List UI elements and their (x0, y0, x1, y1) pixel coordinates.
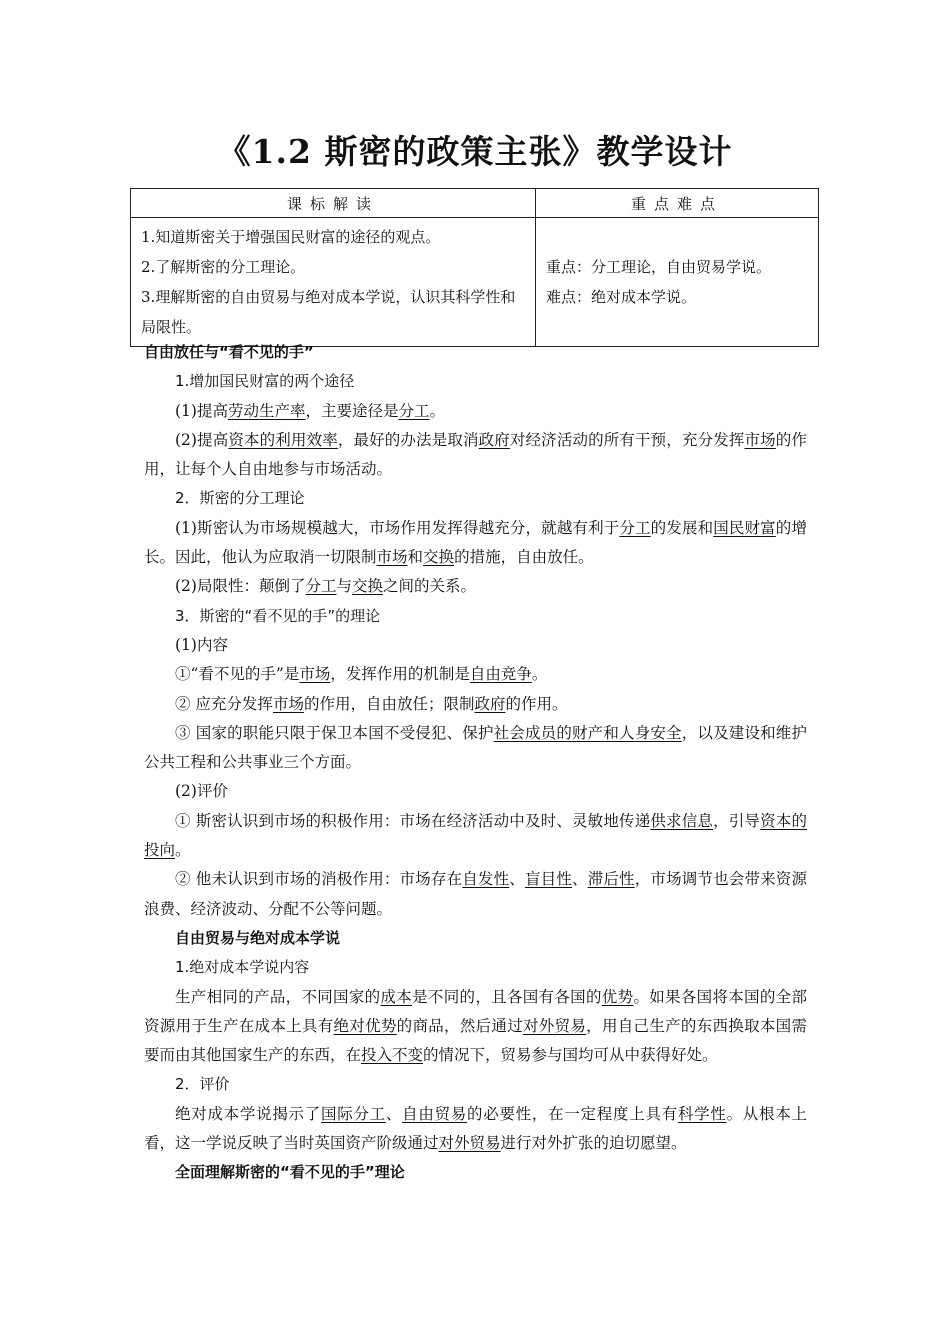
section-heading: 自由放任与“看不见的手” (144, 343, 314, 361)
underlined-keyword: 科学性 (677, 1104, 727, 1123)
underlined-keyword: 劳动生产率 (227, 401, 306, 420)
subsection-heading: 1.绝对成本学说内容 (175, 958, 310, 977)
text-run: 之间的关系。 (383, 577, 477, 596)
text-run: 。如果各国将本国的全部资源用于生产在成本上具有 (144, 987, 807, 1035)
text-run: ，用自己生产的东西换取本国需要而由其他国家生产的东西，在 (144, 1016, 807, 1065)
text-run: 的商品，然后通过 (396, 1016, 523, 1035)
text-run: 。 (175, 841, 191, 860)
text-run: 。 (429, 401, 446, 420)
underlined-keyword: 资本的投向 (144, 811, 807, 860)
underlined-keyword: 自由竞争 (469, 665, 532, 684)
table-body-row (131, 218, 819, 347)
text-run: 进行对外扩张的迫切愿望。 (500, 1134, 687, 1153)
text-run: 、 (572, 870, 588, 889)
text-run: 的发展和 (650, 518, 714, 537)
text-run: 的作用，自由放任；限制 (303, 694, 475, 713)
table-header-row (131, 189, 819, 218)
subsection-heading: 3．斯密的“看不见的手”的理论 (175, 606, 381, 625)
paragraph (144, 514, 807, 573)
text-run: 对经济活动的所有干预，充分发挥 (509, 430, 745, 449)
underlined-keyword: 滞后性 (587, 870, 635, 889)
list-item (144, 660, 807, 689)
underlined-keyword: 自由贸易 (402, 1104, 468, 1123)
text-run: (2)提高 (175, 430, 229, 449)
curriculum-item: 2.了解斯密的分工理论。 (141, 258, 306, 276)
underlined-keyword: 政府 (474, 694, 506, 713)
list-item (144, 807, 807, 866)
underlined-keyword: 社会成员的财产和人身安全 (493, 723, 682, 742)
paragraph (144, 572, 807, 601)
underlined-keyword: 交换 (352, 577, 384, 596)
underlined-keyword: 盲目性 (524, 870, 572, 889)
underlined-keyword: 市场 (376, 548, 408, 567)
text-run: ① 斯密认识到市场的积极作用：市场在经济活动中及时、灵敏地传递 (175, 811, 651, 830)
underlined-keyword: 分工 (305, 577, 337, 596)
text-run: ，发挥作用的机制是 (330, 665, 470, 684)
curriculum-item: 3.理解斯密的自由贸易与绝对成本学说，认识其科学性和局限性。 (141, 288, 516, 336)
content-label: (1)内容 (175, 635, 228, 654)
text-run: 与 (336, 577, 352, 596)
paragraph (144, 983, 807, 1071)
underlined-keyword: 投入不变 (361, 1046, 424, 1065)
text-run: (1)提高 (175, 401, 228, 420)
underlined-keyword: 成本 (380, 987, 413, 1006)
text-run: ，最好的办法是取消 (337, 430, 479, 449)
text-run: 绝对成本学说揭示了 (175, 1104, 321, 1123)
underlined-keyword: 政府 (478, 430, 510, 449)
section-heading: 自由贸易与绝对成本学说 (175, 928, 341, 947)
text-run: 是不同的，且各国有各国的 (412, 987, 602, 1006)
text-run: ，以及建设和维护公共工程和公共事业三个方面。 (144, 723, 807, 772)
paragraph (144, 397, 807, 426)
underlined-keyword: 国际分工 (321, 1104, 386, 1123)
list-item (144, 719, 807, 778)
text-run: 、 (385, 1104, 403, 1123)
text-run: (2)局限性：颠倒了 (175, 577, 306, 596)
underlined-keyword: 对外贸易 (523, 1016, 587, 1035)
text-run: ，引导 (713, 811, 761, 830)
curriculum-cell (131, 218, 536, 347)
underlined-keyword: 国民财富 (713, 518, 776, 537)
section-heading: 全面理解斯密的“看不见的手”理论 (175, 1163, 405, 1182)
text-run: ② 他未认识到市场的消极作用：市场存在 (175, 870, 463, 889)
text-run: ，主要途径是 (305, 401, 399, 420)
underlined-keyword: 供求信息 (650, 811, 714, 830)
text-run: ② 应充分发挥 (175, 694, 273, 713)
text-run: 的措施，自由放任。 (454, 548, 594, 567)
text-run: 的作用。 (505, 694, 568, 713)
text-run: 和 (407, 548, 424, 567)
header-curriculum: 课标解读 (131, 189, 536, 218)
page-title: 《1.2 斯密的政策主张》教学设计 (217, 132, 733, 171)
text-run: ③ 国家的职能只限于保卫本国不受侵犯、保护 (175, 723, 494, 742)
curriculum-item: 1.知道斯密关于增强国民财富的途径的观点。 (141, 228, 441, 246)
standards-table (130, 188, 819, 347)
text-run: 的情况下，贸易参与国均可从中获得好处。 (423, 1046, 718, 1065)
header-key-points: 重点难点 (536, 189, 819, 218)
underlined-keyword: 分工 (398, 401, 430, 420)
evaluation-label: (2)评价 (175, 782, 228, 801)
text-run: ①“看不见的手”是 (175, 665, 300, 684)
underlined-keyword: 市场 (299, 665, 331, 684)
underlined-keyword: 对外贸易 (438, 1134, 501, 1153)
key-points-cell (536, 218, 819, 347)
text-run: 的作用，让每个人自由地参与市场活动。 (144, 430, 807, 479)
underlined-keyword: 资本的利用效率 (228, 430, 338, 449)
text-run: 。从根本上看，这一学说反映了当时英国资产阶级通过 (144, 1104, 807, 1153)
document-body (144, 338, 807, 1188)
subsection-heading: 2．斯密的分工理论 (175, 489, 305, 508)
list-item (144, 690, 807, 719)
underlined-keyword: 自发性 (462, 870, 510, 889)
text-run: 生产相同的产品，不同国家的 (175, 987, 381, 1006)
underlined-keyword: 市场 (744, 430, 776, 449)
paragraph (144, 426, 807, 485)
underlined-keyword: 优势 (601, 987, 634, 1006)
list-item (144, 865, 807, 924)
text-run: 的必要性，在一定程度上具有 (467, 1104, 678, 1123)
underlined-keyword: 分工 (619, 518, 651, 537)
difficulty-item: 难点：绝对成本学说。 (546, 288, 697, 306)
text-run: 。 (531, 665, 548, 684)
subsection-heading: 2．评价 (175, 1075, 230, 1094)
underlined-keyword: 市场 (272, 694, 304, 713)
text-run: (1)斯密认为市场规模越大，市场作用发挥得越充分，就越有利于 (175, 518, 620, 537)
key-point-item: 重点：分工理论，自由贸易学说。 (546, 258, 772, 276)
subsection-heading: 1.增加国民财富的两个途径 (175, 372, 355, 391)
text-run: 、 (509, 870, 525, 889)
text-run: ，市场调节也会带来资源浪费、经济波动、分配不公等问题。 (144, 870, 807, 918)
underlined-keyword: 交换 (423, 548, 455, 567)
paragraph (144, 1100, 807, 1159)
text-run: 的增长。因此，他认为应取消一切限制 (144, 518, 807, 567)
underlined-keyword: 绝对优势 (333, 1016, 397, 1035)
